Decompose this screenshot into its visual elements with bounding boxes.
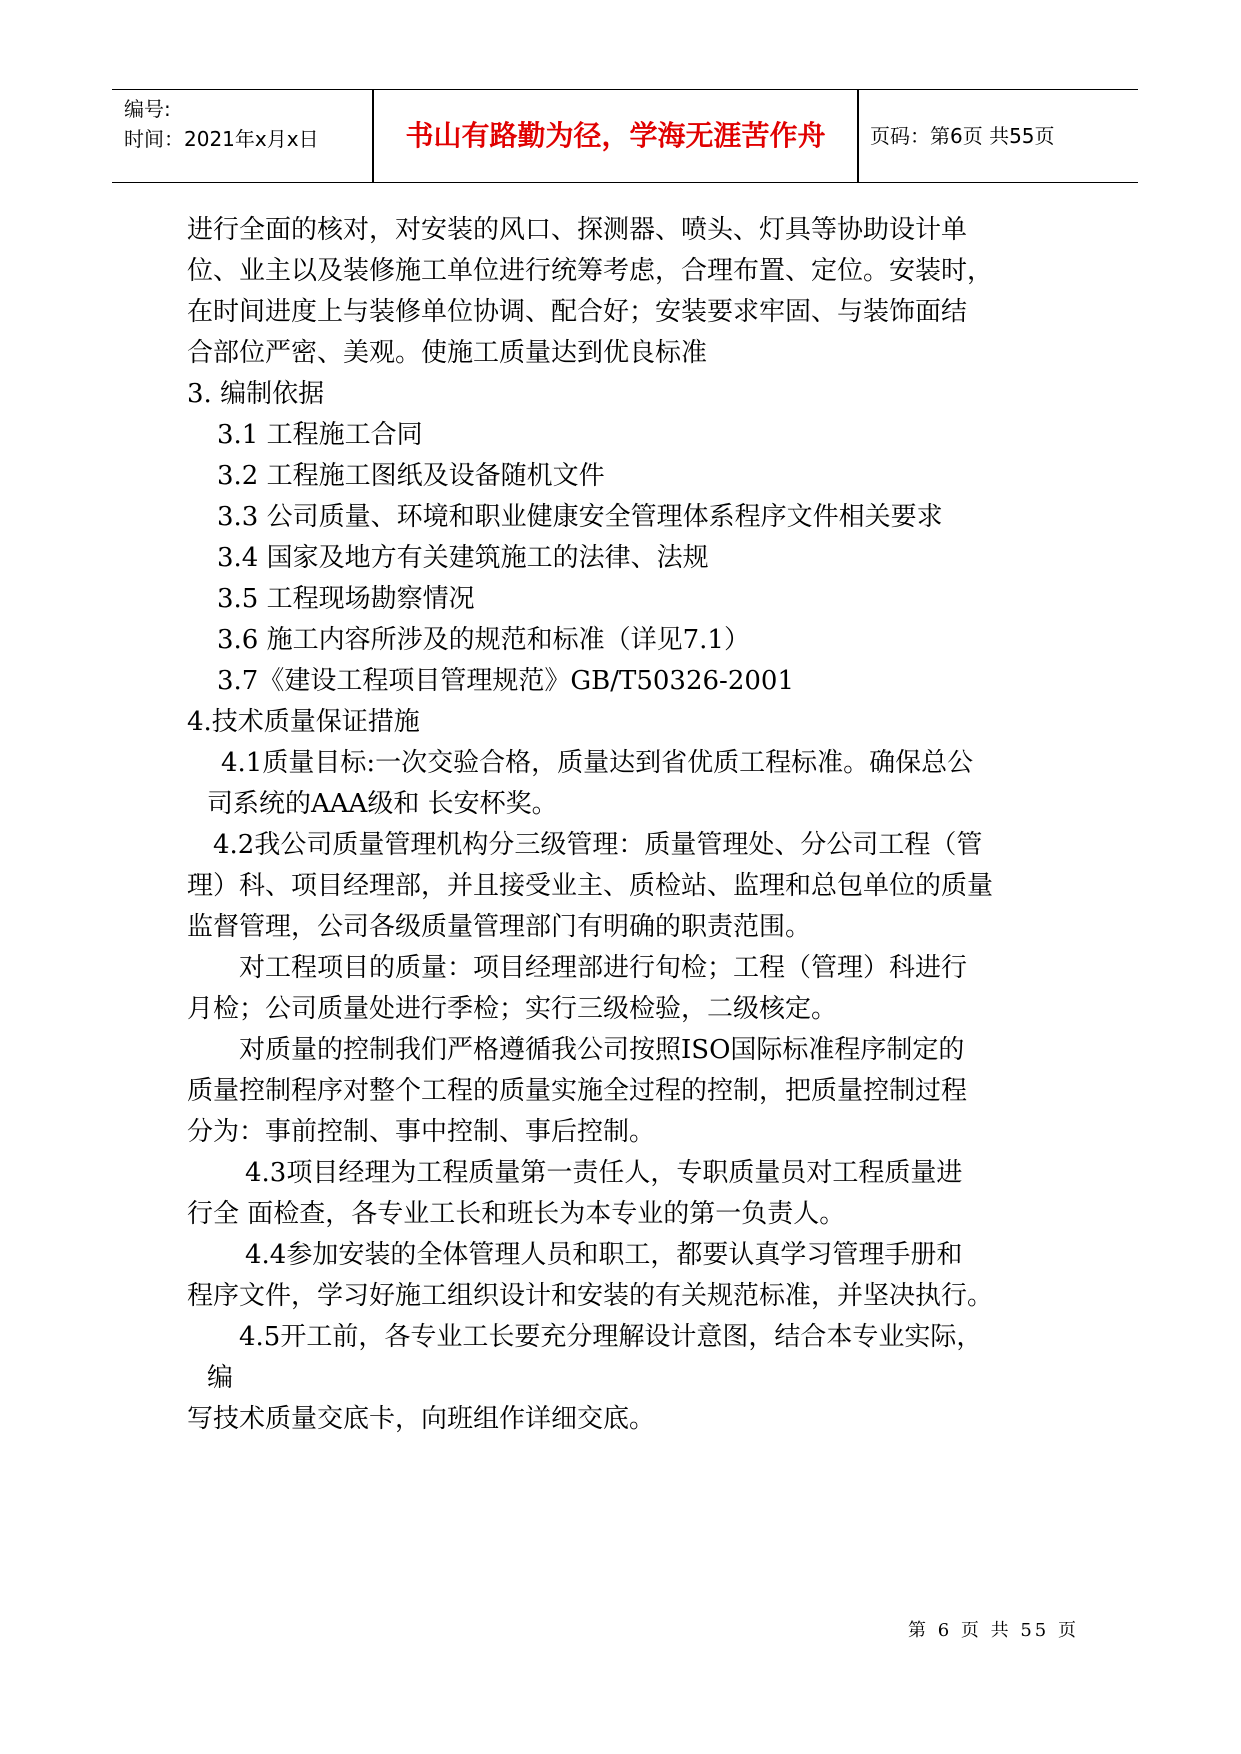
- page-header: [112, 89, 1138, 183]
- body-line: 对质量的控制我们严格遵循我公司按照ISO国际标准程序制定的: [239, 1035, 965, 1065]
- body-line: 理）科、项目经理部，并且接受业主、质检站、监理和总包单位的质量: [187, 871, 994, 901]
- list-item: 3.7《建设工程项目管理规范》GB/T50326-2001: [217, 666, 794, 696]
- body-line: 行全 面检查，各专业工长和班长为本专业的第一负责人。: [187, 1199, 846, 1229]
- list-item: 3.5 工程现场勘察情况: [217, 584, 475, 614]
- body-line: 4.2我公司质量管理机构分三级管理：质量管理处、分公司工程（管: [213, 830, 983, 860]
- body-line: 4.1质量目标:一次交验合格，质量达到省优质工程标准。确保总公: [221, 748, 974, 778]
- body-line: 4.3项目经理为工程质量第一责任人，专职质量员对工程质量进: [245, 1158, 963, 1188]
- body-line: 质量控制程序对整个工程的质量实施全过程的控制，把质量控制过程: [187, 1076, 968, 1106]
- body-line: 进行全面的核对，对安装的风口、探测器、喷头、灯具等协助设计单: [187, 215, 968, 245]
- body-line: 在时间进度上与装修单位协调、配合好；安装要求牢固、与装饰面结: [187, 297, 968, 327]
- body-line: 司系统的AAA级和 长安杯奖。: [207, 789, 558, 819]
- body-line: 程序文件，学习好施工组织设计和安装的有关规范标准，并坚决执行。: [187, 1281, 994, 1311]
- header-page-number: 页码：第6页 共55页: [870, 124, 1055, 148]
- header-divider: [857, 90, 859, 182]
- list-item: 3.3 公司质量、环境和职业健康安全管理体系程序文件相关要求: [217, 502, 943, 532]
- section-heading: 3. 编制依据: [187, 379, 325, 409]
- list-item: 3.6 施工内容所涉及的规范和标准（详见7.1）: [217, 625, 750, 655]
- body-line: 分为：事前控制、事中控制、事后控制。: [187, 1117, 656, 1147]
- body-line: 合部位严密、美观。使施工质量达到优良标准: [187, 338, 708, 368]
- document-time-label: 时间：2021年x月x日: [124, 127, 319, 151]
- body-line: 位、业主以及装修施工单位进行统筹考虑，合理布置、定位。安装时，: [187, 256, 994, 286]
- list-item: 3.1 工程施工合同: [217, 420, 423, 450]
- list-item: 3.4 国家及地方有关建筑施工的法律、法规: [217, 543, 709, 573]
- body-line: 4.4参加安装的全体管理人员和职工，都要认真学习管理手册和: [245, 1240, 963, 1270]
- list-item: 3.2 工程施工图纸及设备随机文件: [217, 461, 605, 491]
- body-line: 编: [207, 1363, 234, 1393]
- body-line: 月检；公司质量处进行季检；实行三级检验，二级核定。: [187, 994, 838, 1024]
- body-line: 写技术质量交底卡，向班组作详细交底。: [187, 1404, 656, 1434]
- section-heading: 4.技术质量保证措施: [187, 707, 420, 737]
- body-line: 监督管理，公司各级质量管理部门有明确的职责范围。: [187, 912, 812, 942]
- header-motto: 书山有路勤为径，学海无涯苦作舟: [405, 119, 826, 152]
- body-line: 4.5开工前，各专业工长要充分理解设计意图，结合本专业实际，: [239, 1322, 983, 1352]
- page-footer: 第 6 页 共 55 页: [908, 1620, 1079, 1641]
- document-number-label: 编号:: [124, 97, 171, 121]
- body-line: 对工程项目的质量：项目经理部进行旬检；工程（管理）科进行: [239, 953, 968, 983]
